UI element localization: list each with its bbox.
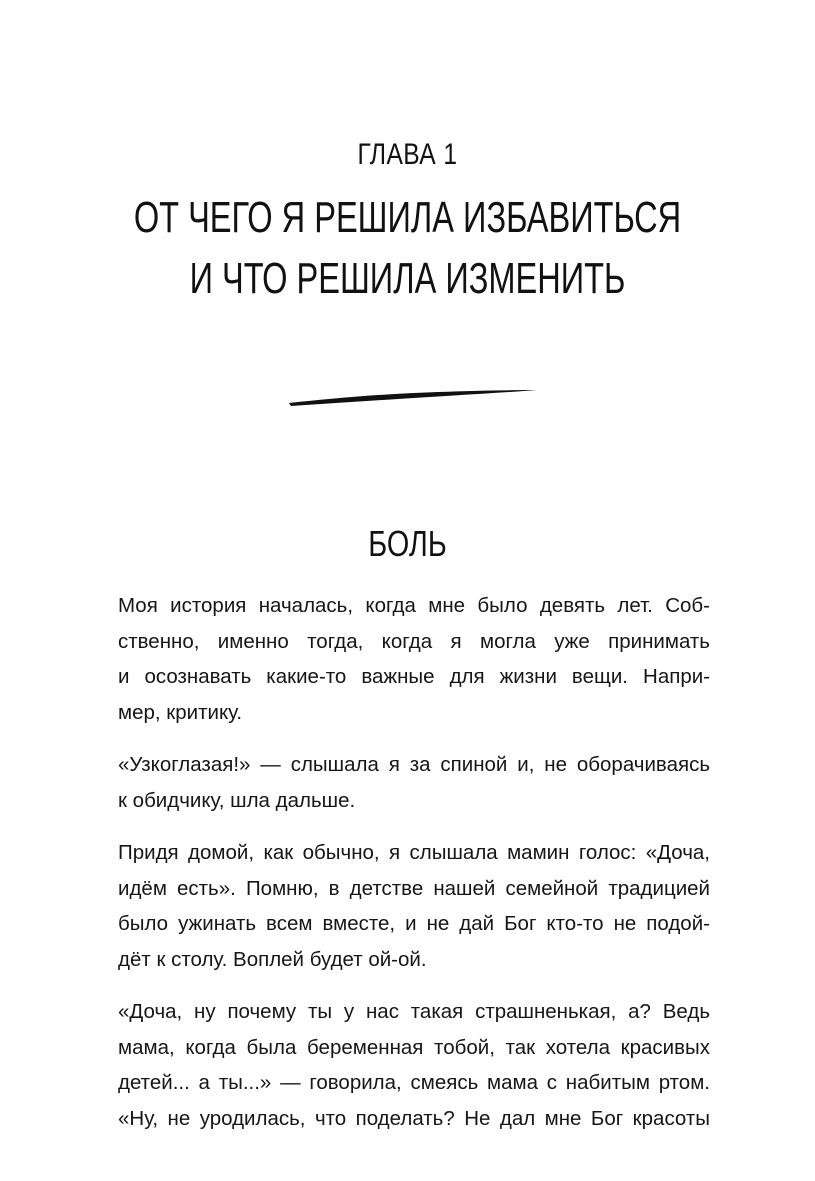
paragraph [118,835,710,977]
text-line: Моя история началась, когда мне было девять лет. Соб- [118,594,710,617]
text-line: мама, когда была беременная тобой, так хотела красивых [118,1035,710,1059]
text-line: «Доча, ну почему ты у нас такая страшненькая, а? Ведь [118,1000,710,1023]
text-line: было ужинать всем вместе, и не дай Бог кто-то не подой- [118,912,710,935]
text-line: «Узкоглазая!» — слышала я за спиной и, не оборачиваясь [118,753,710,776]
text-line: Придя домой, как обычно, я слышала мамин голос: «Доча, [118,841,710,864]
text-line: к обидчику, шла дальше. [118,788,356,812]
chapter-label: ГЛАВА 1 [357,138,458,171]
body-text [118,588,710,1153]
text-line: ственно, именно тогда, когда я могла уже принимать [118,629,710,653]
text-line: дёт к столу. Воплей будет ой-ой. [118,947,427,971]
chapter-title-line-1: ОТ ЧЕГО Я РЕШИЛА ИЗБАВИТЬСЯ [133,193,682,242]
paragraph [118,588,710,730]
text-line: детей... а ты...» — говорила, смеясь мама с набитым ртом. [118,1071,710,1094]
chapter-title-line-2: И ЧТО РЕШИЛА ИЗМЕНИТЬ [189,254,626,303]
text-line: идём есть». Помню, в детстве нашей семейной традицией [118,876,710,900]
text-line: и осознавать какие-то важные для жизни вещи. Напри- [118,665,710,688]
text-line: «Ну, не уродилась, что поделать? Не дал мне Бог красоты [118,1106,710,1130]
brush-stroke-divider [288,386,538,410]
section-title: БОЛЬ [368,523,447,564]
text-line: мер, критику. [118,700,243,724]
paragraph [118,994,710,1136]
paragraph [118,747,710,818]
